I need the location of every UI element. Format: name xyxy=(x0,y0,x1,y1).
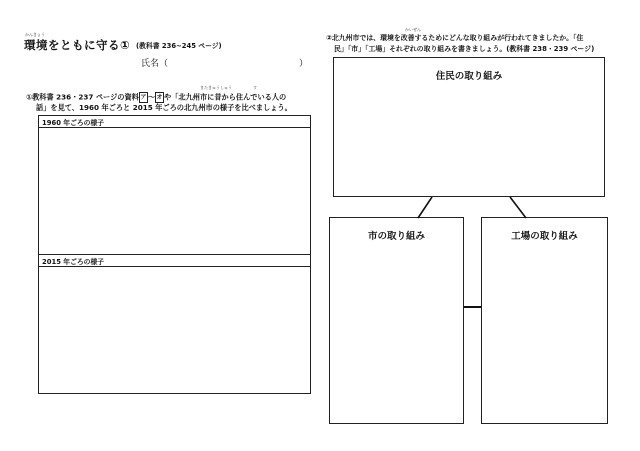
box-1960-label: 1960 年ごろの様子 xyxy=(42,119,105,127)
connector-resident-city xyxy=(418,197,432,218)
task1-line1: ①教科書 236・237 ページの資料ア ～オ や「北九州市に昔から住んでいる人の xyxy=(26,92,287,102)
ruby-kitakyushu: きたきゅうしゅう xyxy=(200,85,232,90)
marker-box-a: ア xyxy=(140,94,147,101)
task2-line1: ②北九州市では、環境を改善するためにどんな取り組みが行われてきましたか。「住 xyxy=(326,34,584,42)
page-title: 環境をともに守る① xyxy=(24,38,131,52)
city-heading: 市の取り組み xyxy=(367,231,425,242)
ruby-kaizen: かいぜん xyxy=(405,27,421,32)
name-label: 氏名（ xyxy=(141,59,169,69)
title-textbook-ref: (教科書 236~245 ページ) xyxy=(136,42,222,50)
marker-box-o: オ xyxy=(156,94,163,101)
name-close-paren: ） xyxy=(299,59,309,69)
box-2015-label: 2015 年ごろの様子 xyxy=(42,258,105,266)
title-ruby: かんきょう xyxy=(25,32,45,37)
connector-resident-factory xyxy=(510,197,526,218)
task2-line2: 民」「市」「工場」それぞれの取り組みを書きましょう。(教科書 238・239 ページ) xyxy=(334,45,595,53)
task1-line2: 話」を見て、1960 年ごろと 2015 年ごろの北九州市の様子を比べましょう。 xyxy=(36,103,292,112)
ruby-sumu: す xyxy=(253,85,257,90)
resident-heading: 住民の取り組み xyxy=(435,71,503,82)
factory-heading: 工場の取り組み xyxy=(511,231,578,242)
